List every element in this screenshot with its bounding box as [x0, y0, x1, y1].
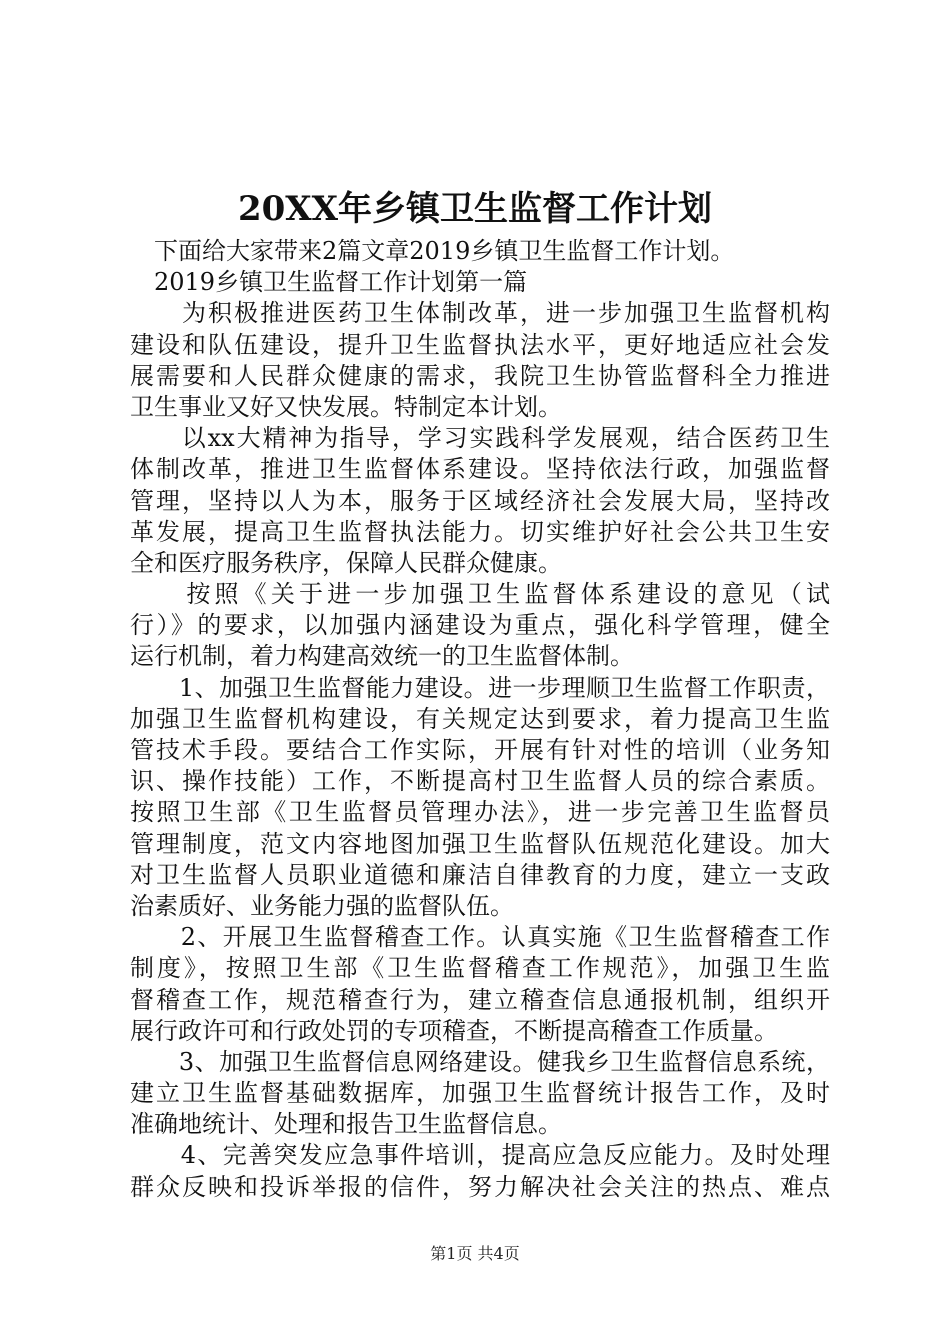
- body-line: 全和医疗服务秩序，保障人民群众健康。: [130, 548, 562, 577]
- body-line: 革发展，提高卫生监督执法能力。切实维护好社会公共卫生安: [130, 517, 830, 546]
- body-line: 2、开展卫生监督稽查工作。认真实施《卫生监督稽查工作: [130, 923, 830, 952]
- body-line: 为积极推进医药卫生体制改革，进一步加强卫生监督机构: [130, 299, 830, 328]
- body-line: 管技术手段。要结合工作实际，开展有针对性的培训（业务知: [130, 736, 830, 764]
- body-line: 管理，坚持以人为本，服务于区域经济社会发展大局，坚持改: [130, 486, 830, 515]
- body-line: 识、操作技能）工作，不断提高村卫生监督人员的综合素质。: [130, 767, 830, 796]
- body-line: 管理制度，范文内容地图加强卫生监督队伍规范化建设。加大: [130, 829, 830, 858]
- body-line: 制度》，按照卫生部《卫生监督稽查工作规范》，加强卫生监: [130, 954, 830, 983]
- body-line: 督稽查工作，规范稽查行为，建立稽查信息通报机制，组织开: [130, 985, 830, 1014]
- body-line: 下面给大家带来2篇文章2019乡镇卫生监督工作计划。: [130, 237, 735, 265]
- body-line: 2019乡镇卫生监督工作计划第一篇: [130, 268, 528, 297]
- page-footer: 第1页 共4页: [430, 1244, 520, 1263]
- body-line: 群众反映和投诉举报的信件，努力解决社会关注的热点、难点: [130, 1172, 830, 1201]
- body-line: 以xx大精神为指导，学习实践科学发展观，结合医药卫生: [130, 424, 830, 453]
- body-line: 3、加强卫生监督信息网络建设。健我乡卫生监督信息系统，: [130, 1047, 830, 1076]
- body-line: 运行机制，着力构建高效统一的卫生监督体制。: [130, 642, 634, 671]
- document-title: 20XX年乡镇卫生监督工作计划: [237, 189, 713, 229]
- body-line: 4、完善突发应急事件培训，提高应急反应能力。及时处理: [130, 1141, 830, 1170]
- body-line: 按照《关于进一步加强卫生监督体系建设的意见（试: [130, 580, 830, 609]
- body-line: 治素质好、业务能力强的监督队伍。: [130, 891, 514, 920]
- body-line: 卫生事业又好又快发展。特制定本计划。: [130, 392, 562, 421]
- body-line: 建设和队伍建设，提升卫生监督执法水平，更好地适应社会发: [130, 330, 830, 359]
- body-line: 对卫生监督人员职业道德和廉洁自律教育的力度，建立一支政: [130, 860, 830, 889]
- body-line: 展行政许可和行政处罚的专项稽查，不断提高稽查工作质量。: [130, 1016, 778, 1045]
- body-line: 1、加强卫生监督能力建设。进一步理顺卫生监督工作职责，: [130, 673, 830, 702]
- body-line: 建立卫生监督基础数据库，加强卫生监督统计报告工作，及时: [130, 1079, 830, 1108]
- body-line: 行）》的要求，以加强内涵建设为重点，强化科学管理，健全: [130, 611, 830, 640]
- body-line: 加强卫生监督机构建设，有关规定达到要求，着力提高卫生监: [130, 704, 830, 733]
- body-line: 准确地统计、处理和报告卫生监督信息。: [130, 1110, 562, 1139]
- body-line: 按照卫生部《卫生监督员管理办法》，进一步完善卫生监督员: [130, 798, 830, 827]
- body-line: 体制改革，推进卫生监督体系建设。坚持依法行政，加强监督: [130, 455, 830, 484]
- body-line: 展需要和人民群众健康的需求，我院卫生协管监督科全力推进: [130, 361, 830, 390]
- document-body: [130, 236, 830, 1203]
